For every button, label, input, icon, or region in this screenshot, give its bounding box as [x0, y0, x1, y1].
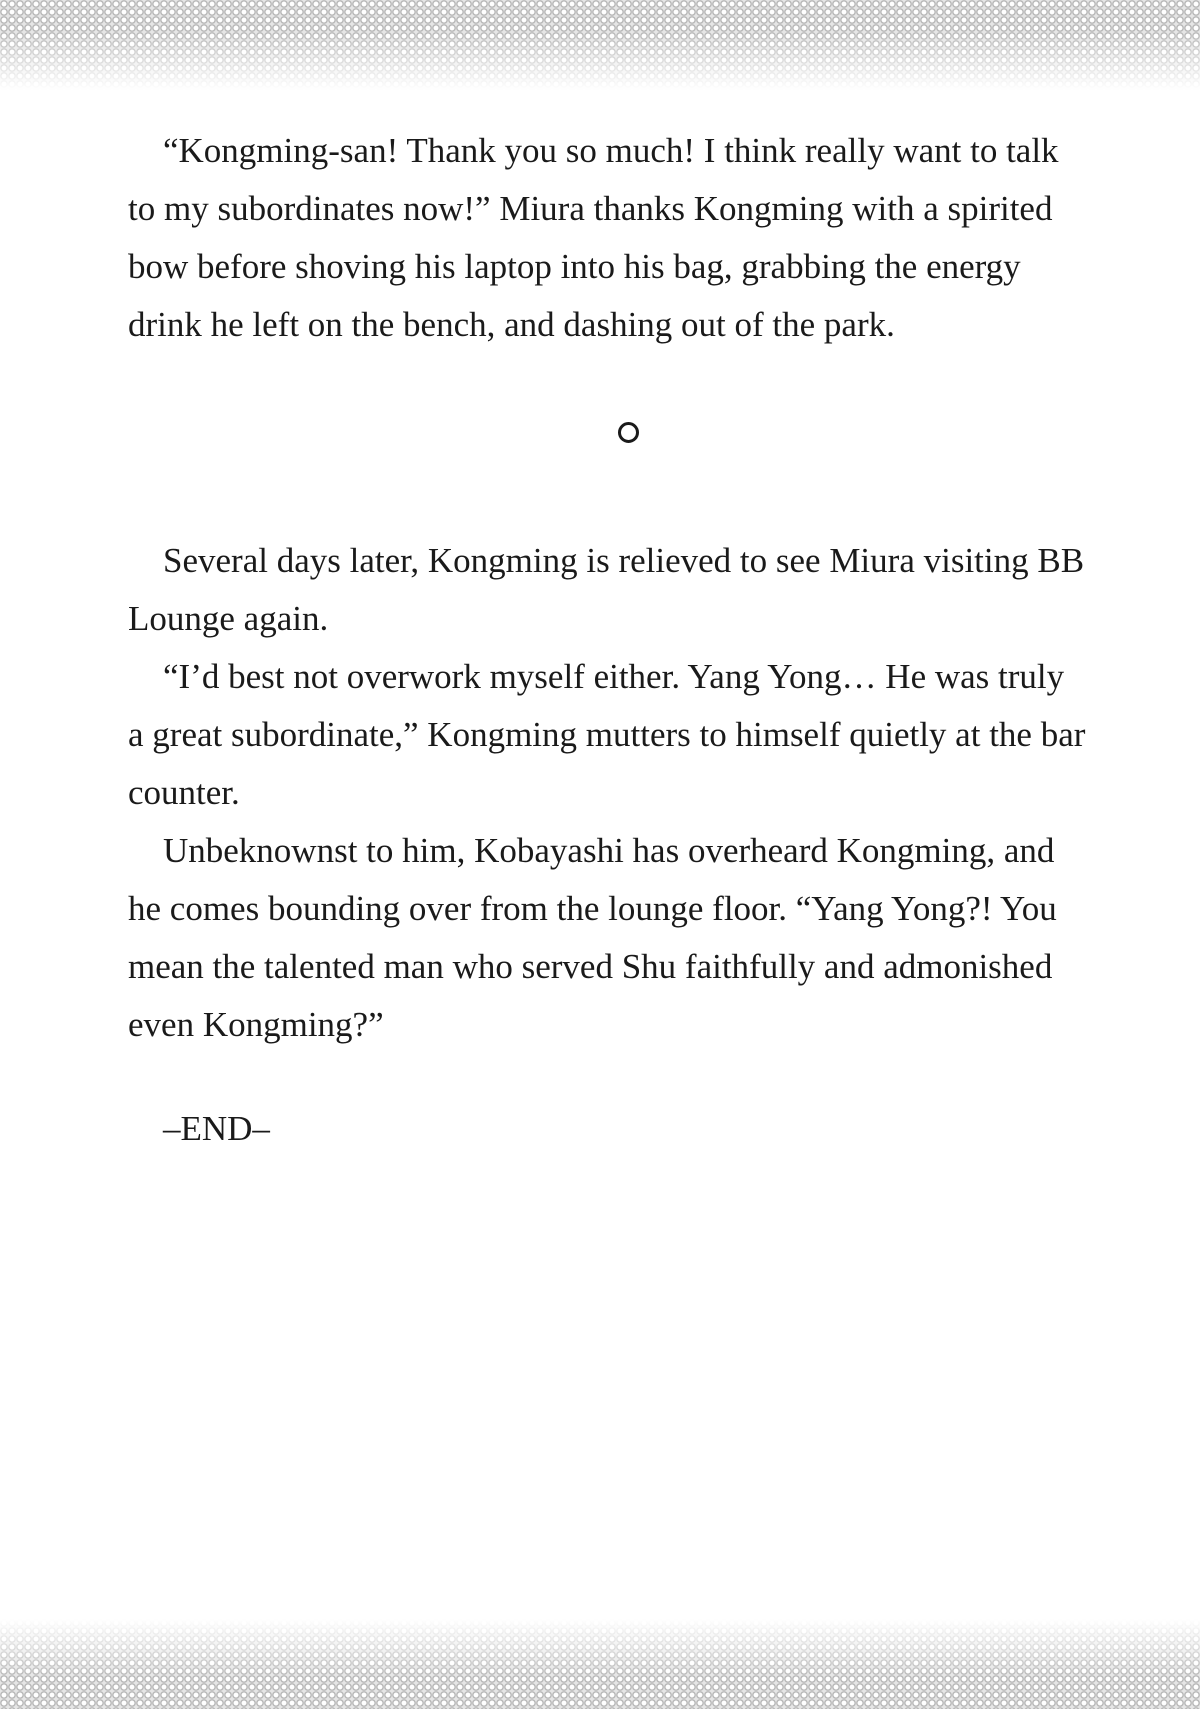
end-mark: –END–: [163, 1109, 270, 1148]
story-text: [128, 122, 1088, 1158]
decorative-pattern-bottom: [0, 1619, 1200, 1709]
paragraph-days-later: Several days later, Kongming is relieved to see Miura visiting BB Lounge again.: [128, 541, 1085, 638]
circle-icon: [618, 422, 639, 443]
section-break: [128, 396, 1088, 472]
decorative-pattern-top: [0, 0, 1200, 90]
paragraph-kobayashi-overheard: Unbeknownst to him, Kobayashi has overheard Kongming, and he comes bounding over from the lounge floor. “Yang Yong?! You mean the talented man who served Shu faithfully and admonished even Kongming?”: [128, 831, 1057, 1044]
paragraph-kongming-mutters: “I’d best not overwork myself either. Yang Yong… He was truly a great subordinate,” Kongming mutters to himself quietly at the bar counter.: [128, 657, 1086, 812]
paragraph-miura-thanks: “Kongming-san! Thank you so much! I think really want to talk to my subordinates now!” Miura thanks Kongming with a spirited bow before shoving his laptop into his bag, grabbing the energy drink he left on the bench, and dashing out of the park.: [128, 131, 1059, 344]
